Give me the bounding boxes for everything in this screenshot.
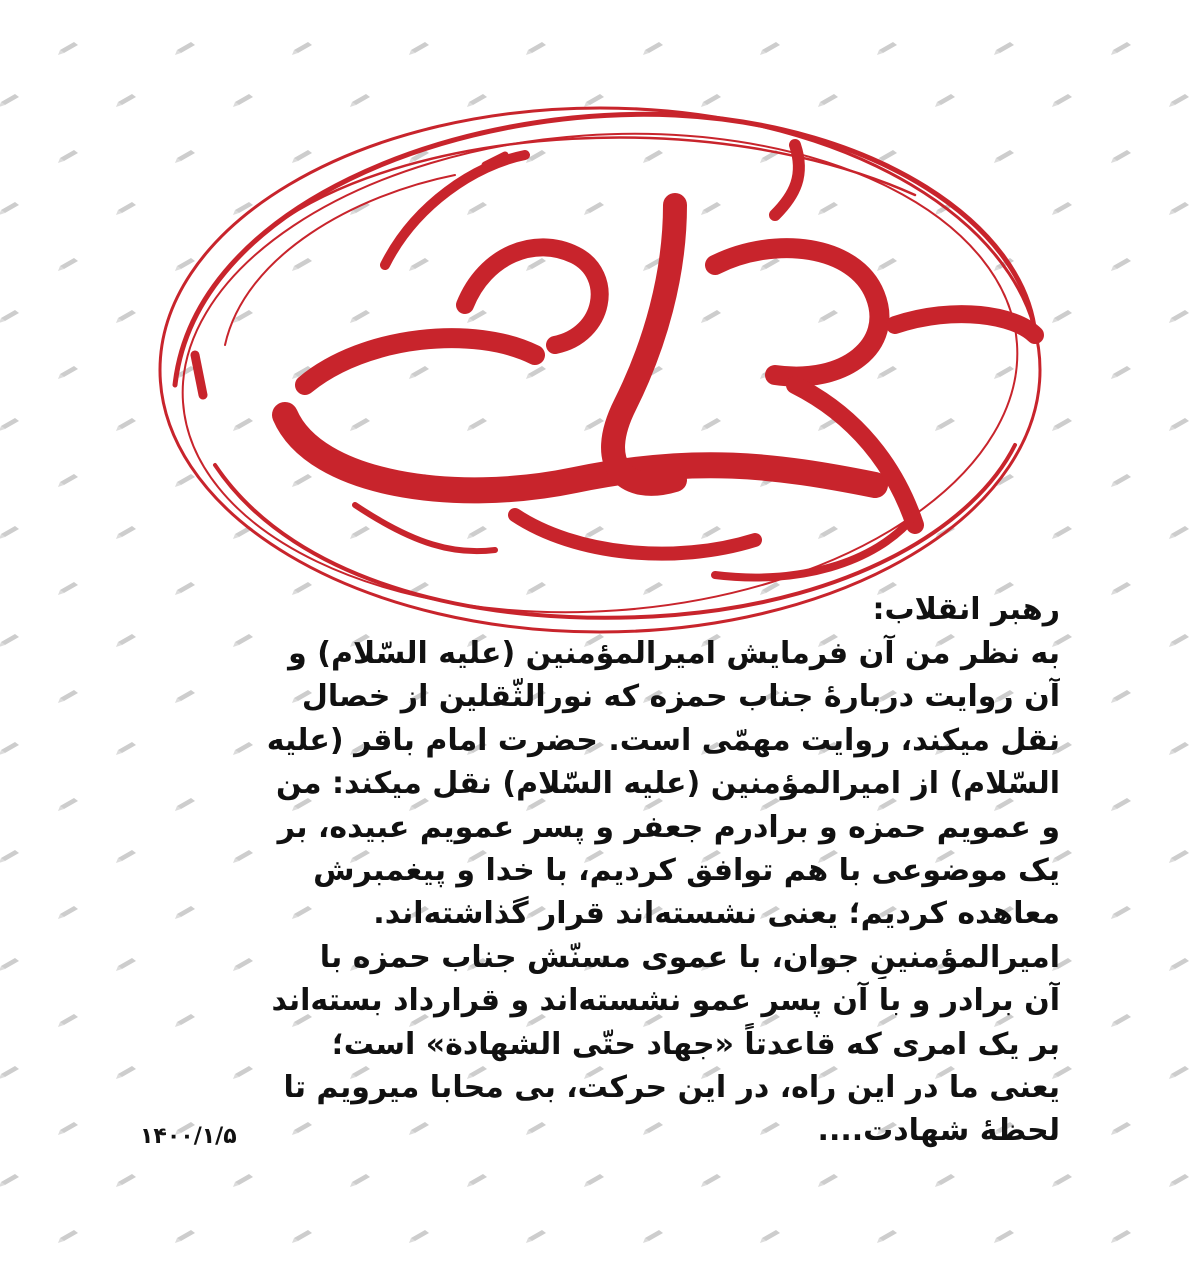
quote-date: ۱۴۰۰/۱/۵	[140, 1124, 237, 1149]
calligraphy-logo	[155, 85, 1055, 645]
quote-block	[140, 590, 1060, 1153]
quote-line: لحظهٔ شهادت....	[817, 1113, 1060, 1149]
quote-line: نقل میکند، روایت مهمّی است. حضرت امام باقر (علیه	[266, 722, 1060, 758]
quote-line: بر یک امری که قاعدتاً «جهاد حتّی الشهادة» است؛	[331, 1026, 1060, 1062]
quote-line: السّلام) از امیرالمؤمنین (علیه السّلام) نقل میکند: من	[276, 766, 1060, 802]
quote-heading: رهبر انقلاب:	[872, 592, 1060, 627]
quote-line: یک موضوعی با هم توافق کردیم، با خدا و پیغمبرش	[313, 852, 1060, 888]
quote-line: یعنی ما در این راه، در این حرکت، بی محابا میرویم تا	[283, 1069, 1060, 1105]
quote-line: و عمویم حمزه و برادرم جعفر و پسر عمویم عبیده، بر	[277, 809, 1060, 845]
quote-line: امیرالمؤمنینِ جوان، با عموی مسنّش جناب حمزه با	[319, 939, 1060, 975]
quote-line: آن روایت دربارهٔ جناب حمزه که نورالثّقلین از خصال	[301, 679, 1060, 715]
calligraphy-logo-art	[155, 85, 1055, 645]
quote-line: آن برادر و با آن پسر عمو نشسته‌اند و قرارداد بسته‌اند	[271, 983, 1060, 1019]
quote-line: معاهده کردیم؛ یعنی نشسته‌اند قرار گذاشته‌اند.	[373, 896, 1060, 932]
quote-line: به نظر من آن فرمایش امیرالمؤمنین (علیه السّلام) و	[288, 636, 1060, 671]
